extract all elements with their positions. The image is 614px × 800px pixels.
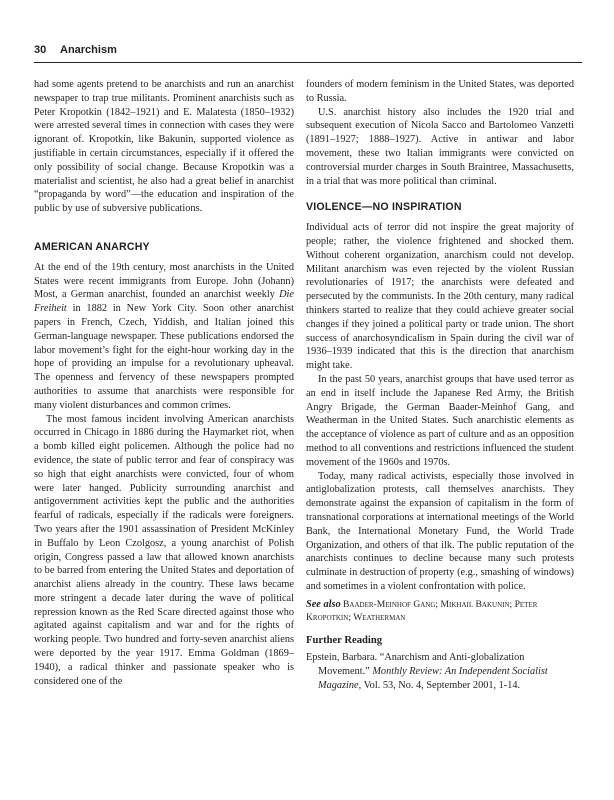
bibliography-entry: Epstein, Barbara. “Anarchism and Anti-globalization Movement.” Monthly Review: An Independent Socialist Magazine, Vol. 53, No. 4, September 2001, 1-14.: [306, 652, 548, 692]
running-title: Anarchism: [60, 44, 117, 56]
running-header: [34, 43, 582, 61]
paragraph: Today, many radical activists, especially those involved in antiglobalization protests, call themselves anarchists. They demonstrate against the expansion of capitalism in the form of transnational corporations at international meetings of the World Bank, the International Monetary Fund, the World Trade Organization, and others of that ilk. The public reputation of the anarchists continues to decline because many such protests culminate in destruction of property (e.g., smashing of windows) and sometimes in a violent confrontation with police.: [306, 470, 574, 592]
paragraph: At the end of the 19th century, most anarchists in the United States were recent immigrants from Europe. John (Johann) Most, a German anarchist, founded an anarchist weekly Die Freiheit in 1882 in New York City. Soon other anarchist papers in French, Czech, Yiddish, and Italian joined this German-language newspaper. These publications endorsed the labor movement’s fight for the eight-hour working day in the hope of providing an impulse for a revolutionary upheaval. The openness and fervency of these newspapers prompted authorities to assume that anarchists were responsible for many violent disturbances and common crimes.: [34, 261, 294, 411]
see-also-refs: Baader-Meinhof Gang; Mikhail Bakunin; Peter Kropotkin; Weatherman: [306, 598, 538, 623]
paragraph: founders of modern feminism in the United States, was deported to Russia.: [306, 79, 574, 104]
section-heading-violence: VIOLENCE—NO INSPIRATION: [306, 201, 462, 214]
paragraph: had some agents pretend to be anarchists and run an anarchist newspaper to trap true militants. Prominent anarchists such as Peter Kropotkin (1842–1921) and E. Malatesta (1850–1932) were arrested several times in connection with cases they were ignorant of. Kropotkin, like Bakunin, supported violence as justifiable in certain circumstances, especially if it offered the only possibility of social change. Because Kropotkin was a materialist and scientist, he also had a great belief in anarchist “propaganda by word”—the education and inspiration of the public by use of subversive publications.: [34, 79, 294, 215]
page-number: 30: [34, 44, 47, 56]
section-heading-american-anarchy: AMERICAN ANARCHY: [34, 240, 150, 253]
paragraph: Individual acts of terror did not inspire the great majority of people; rather, the violence frightened and shocked them. Without coherent organization, anarchism could not develop. Militant anarchism was even rejected by the violent Russian revolutionaries of 1917; the anarchists were defeated and persecuted by the communists. In the 20th century, many radical thinkers started to realize that they could achieve greater social changes if they joined a political party or trade union. The short success of anarchosyndicalism in Spain during the civil war of 1936–1939 indicated that this is the direction that anarchism might take.: [306, 222, 574, 372]
right-column: [306, 78, 574, 693]
paragraph: The most famous incident involving American anarchists occurred in Chicago in 1886 during the Haymarket riot, when a bomb killed eight policemen. Although the police had no evidence, the state of public terror and fear of conspiracy was so high that eight anarchists were convicted, four of whom were later hanged. Publicity surrounding anarchist and antigovernment activities kept the public and the authorities fearful of radicals, especially if the radicals were foreigners. Two years after the 1901 assassination of President McKinley in Buffalo by Leon Czolgosz, a young anarchist of Polish origin, Congress passed a law that allowed known anarchists to be barred from entering the United States and deportation of anarchist aliens already in the country. These laws became more stringent a decade later during the wave of political repression known as the Red Scare directed against those who agitated against capitalism and war and for the rights of working people. Two hundred and forty-seven anarchist aliens were deported by the year 1917. Emma Goldman (1869–1940), a radical thinker and passionate speaker who is considered one of the: [34, 413, 294, 687]
left-column: [34, 78, 294, 688]
newspaper-title: Die Freiheit: [34, 289, 294, 315]
paragraph: In the past 50 years, anarchist groups that have used terror as an end in itself include the Japanese Red Army, the British Angry Brigade, the German Baader-Meinhof Gang, and Weatherman in the United States. Such anarchistic elements as the acceptance of violence as part of culture and as an opposition method to all conventions and restrictions influenced the student movement of the 1960s and 1970s.: [306, 373, 574, 468]
header-rule: [34, 62, 582, 63]
see-also: [306, 598, 574, 624]
further-reading-heading: Further Reading: [306, 634, 383, 646]
paragraph: U.S. anarchist history also includes the 1920 trial and subsequent execution of Nicola Sacco and Bartolomeo Vanzetti (1891–1927; 1888–1927). Active in antiwar and labor movement, these two Italian immigrants were convicted on controversial murder charges in South Braintree, Massachusetts, in a trial that was more political than criminal.: [306, 106, 574, 187]
see-also-label: See also: [306, 598, 341, 610]
